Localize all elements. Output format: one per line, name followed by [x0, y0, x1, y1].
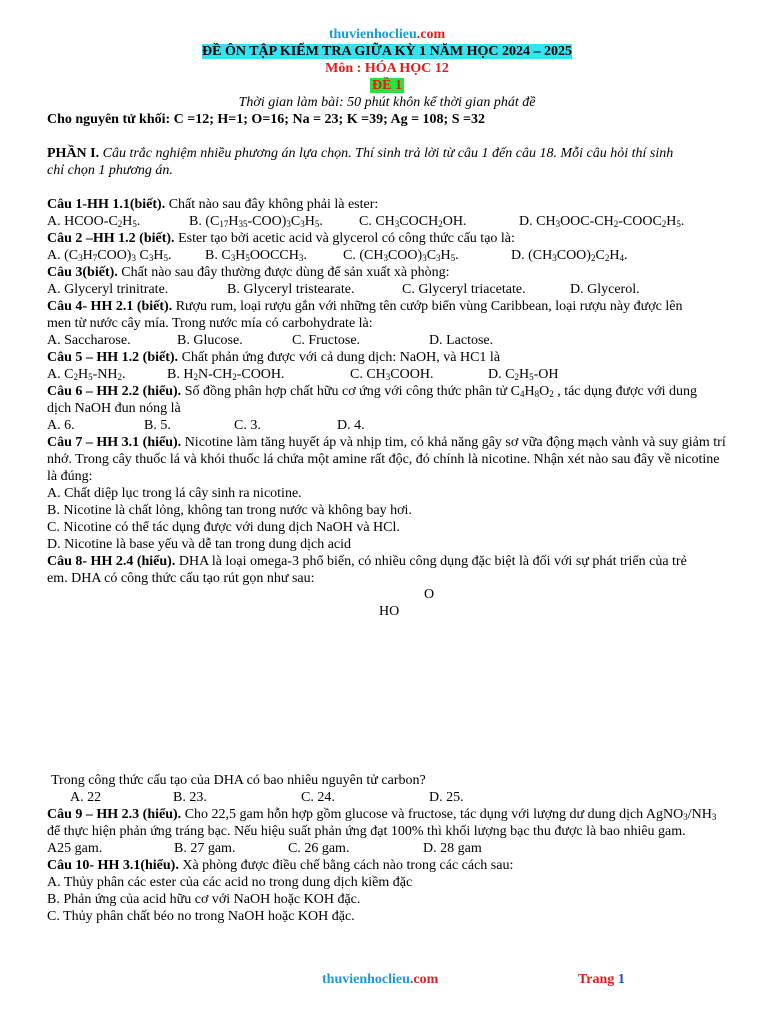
dha-structure-image — [47, 587, 727, 772]
option-c[interactable]: C. Thủy phân chất béo no trong NaOH hoặc KOH đặc. — [47, 909, 355, 924]
option-c[interactable]: C. 26 gam. — [288, 841, 350, 856]
option-b[interactable]: B. 27 gam. — [174, 841, 236, 856]
option-d[interactable]: D. $C_2H_5-OH$ — [488, 367, 559, 382]
subject: Môn : HÓA HỌC 12 — [325, 61, 449, 76]
option-a[interactable]: A. 22 — [70, 790, 102, 805]
question-9: Câu 9 – HH 2.3 (hiểu). Cho 22,5 gam hỗn hợp gồm glucose và fructose, tác dụng với lượng dư dung dịch $AgNO_3/NH_3$ để thực hiện phản ứng tráng bạc. Nếu hiệu suất phản ứng đạt 100% thì khối lượng bạc thu được là bao nhiêu gam. — [47, 807, 717, 839]
option-d[interactable]: D. Glycerol. — [570, 282, 640, 297]
question-10: Câu 10- HH 3.1(hiểu). Xà phòng được điều chế bằng cách nào trong các cách sau: — [47, 858, 514, 873]
option-c[interactable]: C. 24. — [301, 790, 335, 805]
question-3-options — [47, 281, 727, 298]
option-d[interactable]: D. Nicotine là base yếu và dễ tan trong dung dịch acid — [47, 537, 352, 552]
option-d[interactable]: D. $CH_3OOC-CH_2-COOC_2H_5$. — [519, 214, 685, 229]
option-a[interactable]: A. $C_2H_5-NH_2$. — [47, 367, 126, 382]
option-c[interactable]: C. Fructose. — [292, 333, 361, 348]
option-b[interactable]: B. 23. — [173, 790, 207, 805]
question-8: Câu 8- HH 2.4 (hiểu). DHA là loại omega-3 phổ biến, có nhiều công dụng đặc biệt là đối với sự phát triển của trẻ em. DHA có công thức cấu tạo rút gọn như sau: — [47, 554, 687, 586]
option-c[interactable]: C. $(CH_3COO)_3C_3H_5$. — [343, 248, 459, 263]
question-8-prompt: Trong công thức cấu tạo của DHA có bao nhiêu nguyên tử carbon? — [51, 773, 426, 788]
question-1: Câu 1-HH 1.1(biết). Chất nào sau đây không phải là ester: — [47, 197, 379, 212]
option-d[interactable]: D. Lactose. — [429, 333, 494, 348]
question-7: Câu 7 – HH 3.1 (hiểu). Nicotine làm tăng huyết áp và nhịp tim, có khả năng gây sơ vữa động mạch vành và suy giảm trí nhớ. Trong cây thuốc lá và khói thuốc lá chứa một amine rất độc, đó chính là nicotine. Nhận xét nào sau đây về nicotine là đúng: — [47, 435, 726, 484]
question-1-options — [47, 213, 727, 230]
question-3: Câu 3(biết). Chất nào sau đây thường được dùng để sản xuất xà phòng: — [47, 265, 450, 280]
exam-page — [47, 26, 727, 925]
structure-label-o: O — [424, 587, 435, 602]
page-number: Trang 1 — [578, 972, 625, 987]
option-a[interactable]: A. Glyceryl trinitrate. — [47, 282, 169, 297]
footer-site-link[interactable]: thuvienhoclieu.com — [322, 972, 439, 987]
option-c[interactable]: C. Glyceryl triacetate. — [402, 282, 526, 297]
structure-label-ho: HO — [379, 604, 400, 619]
option-d[interactable]: D. 25. — [429, 790, 464, 805]
option-d[interactable]: D. $(CH_3COO)_2C_2H_4$. — [511, 248, 628, 263]
option-a[interactable]: A. 6. — [47, 418, 75, 433]
option-b[interactable]: B. $(C_{17}H_{35}-COO)_3C_3H_5$. — [189, 214, 323, 229]
question-5-options — [47, 366, 727, 383]
option-a[interactable]: A25 gam. — [47, 841, 103, 856]
option-d[interactable]: D. 4. — [337, 418, 365, 433]
part1-instruction: PHẦN I. Câu trắc nghiệm nhiều phương án lựa chọn. Thí sinh trả lời từ câu 1 đến câu 18. Mỗi câu hỏi thí sinh chỉ chọn 1 phương án. — [47, 146, 674, 178]
option-c[interactable]: C. $CH_3COOH$. — [350, 367, 434, 382]
option-a[interactable]: A. Chất diệp lục trong lá cây sinh ra nicotine. — [47, 486, 302, 501]
site-header — [47, 26, 727, 43]
question-6-options — [47, 417, 727, 434]
page-footer — [0, 972, 768, 992]
site-link[interactable]: thuvienhoclieu.com — [328, 27, 446, 42]
option-b[interactable]: B. Glyceryl tristearate. — [227, 282, 355, 297]
question-2-options — [47, 247, 727, 264]
option-b[interactable]: B. Nicotine là chất lỏng, không tan trong nước và không bay hơi. — [47, 503, 412, 518]
option-b[interactable]: B. 5. — [144, 418, 171, 433]
option-c[interactable]: C. Nicotine có thể tác dụng được với dung dịch NaOH và HCl. — [47, 520, 400, 535]
question-4: Câu 4- HH 2.1 (biết). Rượu rum, loại rượu gắn với những tên cướp biển vùng Caribbean, loại rượu này được lên men từ nước cây mía. Trong nước mía có carbohydrate là: — [47, 299, 683, 331]
option-a[interactable]: A. Saccharose. — [47, 333, 131, 348]
option-b[interactable]: B. Phản ứng của acid hữu cơ với NaOH hoặc KOH đặc. — [47, 892, 361, 907]
exam-code: ĐỀ 1 — [372, 78, 402, 93]
option-c[interactable]: C. 3. — [234, 418, 261, 433]
option-b[interactable]: B. $H_2N-CH_2$-COOH. — [167, 367, 285, 382]
atomic-masses: Cho nguyên tử khối: C =12; H=1; O=16; Na = 23; K =39; Ag = 108; S =32 — [47, 112, 485, 127]
option-a[interactable]: A. $(C_3H_7COO)_3$ $C_3H_5$. — [47, 248, 172, 263]
option-b[interactable]: B. Glucose. — [177, 333, 243, 348]
question-9-options — [47, 840, 727, 857]
option-a[interactable]: A. Thủy phân các ester của các acid no trong dung dịch kiềm đặc — [47, 875, 413, 890]
question-4-options — [47, 332, 727, 349]
question-5: Câu 5 – HH 1.2 (biết). Chất phản ứng được với cả dung dịch: NaOH, và HC1 là — [47, 350, 501, 365]
option-a[interactable]: A. HCOO-$C_2H_5$. — [47, 214, 141, 229]
option-b[interactable]: B. $C_3H_5OOCCH_3$. — [205, 248, 307, 263]
time-limit: Thời gian làm bài: 50 phút khôn kể thời gian phát đề — [238, 95, 536, 110]
question-6: Câu 6 – HH 2.2 (hiểu). Số đồng phân hợp chất hữu cơ ứng với công thức phân tử $C_4H_8O_2$ , tác dụng được với dung dịch NaOH đun nóng là — [47, 384, 698, 416]
option-d[interactable]: D. 28 gam — [423, 841, 482, 856]
question-2: Câu 2 –HH 1.2 (biết). Ester tạo bởi acetic acid và glycerol có công thức cấu tạo là: — [47, 231, 515, 246]
exam-title: ĐỀ ÔN TẬP KIỂM TRA GIỮA KỲ 1 NĂM HỌC 2024 – 2025 — [202, 44, 572, 59]
question-8-options — [47, 789, 727, 806]
option-c[interactable]: C. $CH_3COCH_2OH$. — [359, 214, 467, 229]
